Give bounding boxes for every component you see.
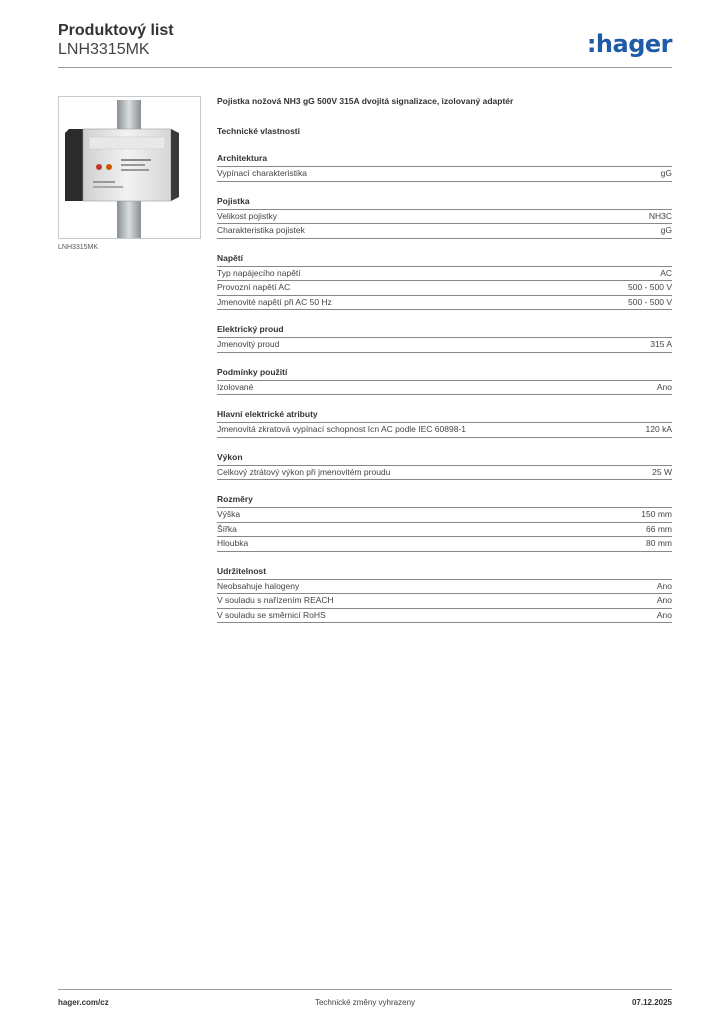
spec-value: Ano xyxy=(656,381,672,392)
spec-label: V souladu s nařízením REACH xyxy=(217,595,334,605)
spec-label: Hloubka xyxy=(217,538,249,548)
section-title: Podmínky použití xyxy=(217,367,672,381)
spec-label: Typ napájecího napětí xyxy=(217,267,301,278)
spec-label: Neobsahuje halogeny xyxy=(217,580,300,591)
spec-row xyxy=(217,423,672,438)
spec-row xyxy=(217,466,672,481)
section-title: Napětí xyxy=(217,253,672,267)
spec-row xyxy=(217,580,672,595)
spec-value: 120 kA xyxy=(645,424,672,434)
spec-row xyxy=(217,537,672,552)
section-title: Rozměry xyxy=(217,494,672,508)
footer-website: hager.com/cz xyxy=(58,998,109,1007)
spec-row xyxy=(217,267,672,282)
spec-row xyxy=(217,224,672,239)
spec-row xyxy=(217,338,672,353)
spec-value: NH3C xyxy=(648,210,672,221)
spec-label: Velikost pojistky xyxy=(217,210,277,221)
spec-value: gG xyxy=(660,225,672,235)
page-title: Produktový list xyxy=(58,22,174,39)
spec-value: 500 - 500 V xyxy=(628,282,672,292)
spec-label: Jmenovité napětí při AC 50 Hz xyxy=(217,296,332,307)
spec-section xyxy=(217,409,672,438)
header-divider xyxy=(58,67,672,68)
product-description: Pojistka nožová NH3 gG 500V 315A dvojitá signalizace, izolovaný adaptér xyxy=(217,96,514,106)
spec-row xyxy=(217,296,672,311)
spec-row xyxy=(217,594,672,609)
spec-value: 150 mm xyxy=(641,509,672,519)
spec-row xyxy=(217,167,672,182)
spec-label: Výška xyxy=(217,509,241,519)
spec-value: 500 - 500 V xyxy=(628,296,672,307)
section-title: Výkon xyxy=(217,452,672,466)
hager-logo: :hager xyxy=(586,30,672,58)
spec-section xyxy=(217,253,672,311)
footer-date: 07.12.2025 xyxy=(631,998,672,1007)
spec-row xyxy=(217,210,672,225)
footer-notice: Technické změny vyhrazeny xyxy=(314,998,416,1007)
section-title: Udržitelnost xyxy=(217,566,672,580)
spec-section xyxy=(217,494,672,552)
spec-label: V souladu se směrnicí RoHS xyxy=(217,609,326,620)
spec-label: Jmenovitá zkratová vypínací schopnost Icn AC podle IEC 60898-1 xyxy=(217,424,466,434)
spec-value: 66 mm xyxy=(646,523,672,534)
product-image xyxy=(58,96,201,239)
spec-content xyxy=(217,96,672,623)
spec-section xyxy=(217,566,672,624)
spec-row xyxy=(217,281,672,296)
spec-value: AC xyxy=(660,267,672,278)
spec-section xyxy=(217,367,672,396)
page-header xyxy=(58,22,672,68)
spec-value: Ano xyxy=(656,580,672,591)
section-title: Hlavní elektrické atributy xyxy=(217,409,672,423)
spec-label: Celkový ztrátový výkon při jmenovitém proudu xyxy=(217,466,391,477)
spec-label: Jmenovitý proud xyxy=(217,339,280,349)
spec-section xyxy=(217,153,672,182)
section-title: Pojistka xyxy=(217,196,672,210)
spec-section xyxy=(217,324,672,353)
spec-row xyxy=(217,609,672,624)
spec-value: 315 A xyxy=(650,339,672,349)
fuse-product-photo-icon xyxy=(59,97,201,239)
tech-heading: Technické vlastnosti xyxy=(217,126,300,136)
section-title: Architektura xyxy=(217,153,672,167)
spec-label: Provozní napětí AC xyxy=(217,282,291,292)
spec-label: Šířka xyxy=(217,523,237,534)
spec-value: 80 mm xyxy=(646,538,672,548)
spec-value: gG xyxy=(660,168,672,178)
spec-label: Vypínací charakteristika xyxy=(217,168,307,178)
spec-value: Ano xyxy=(656,609,672,620)
spec-row xyxy=(217,508,672,523)
spec-value: 25 W xyxy=(652,466,672,477)
section-title: Elektrický proud xyxy=(217,324,672,338)
spec-sections xyxy=(217,153,672,623)
spec-label: Charakteristika pojistek xyxy=(217,225,305,235)
footer-divider xyxy=(58,989,672,990)
product-code: LNH3315MK xyxy=(58,41,150,58)
spec-value: Ano xyxy=(656,595,672,605)
image-caption: LNH3315MK xyxy=(58,244,99,251)
spec-section xyxy=(217,196,672,239)
spec-section xyxy=(217,452,672,481)
spec-row xyxy=(217,381,672,396)
spec-row xyxy=(217,523,672,538)
spec-label: Izolované xyxy=(217,381,254,392)
